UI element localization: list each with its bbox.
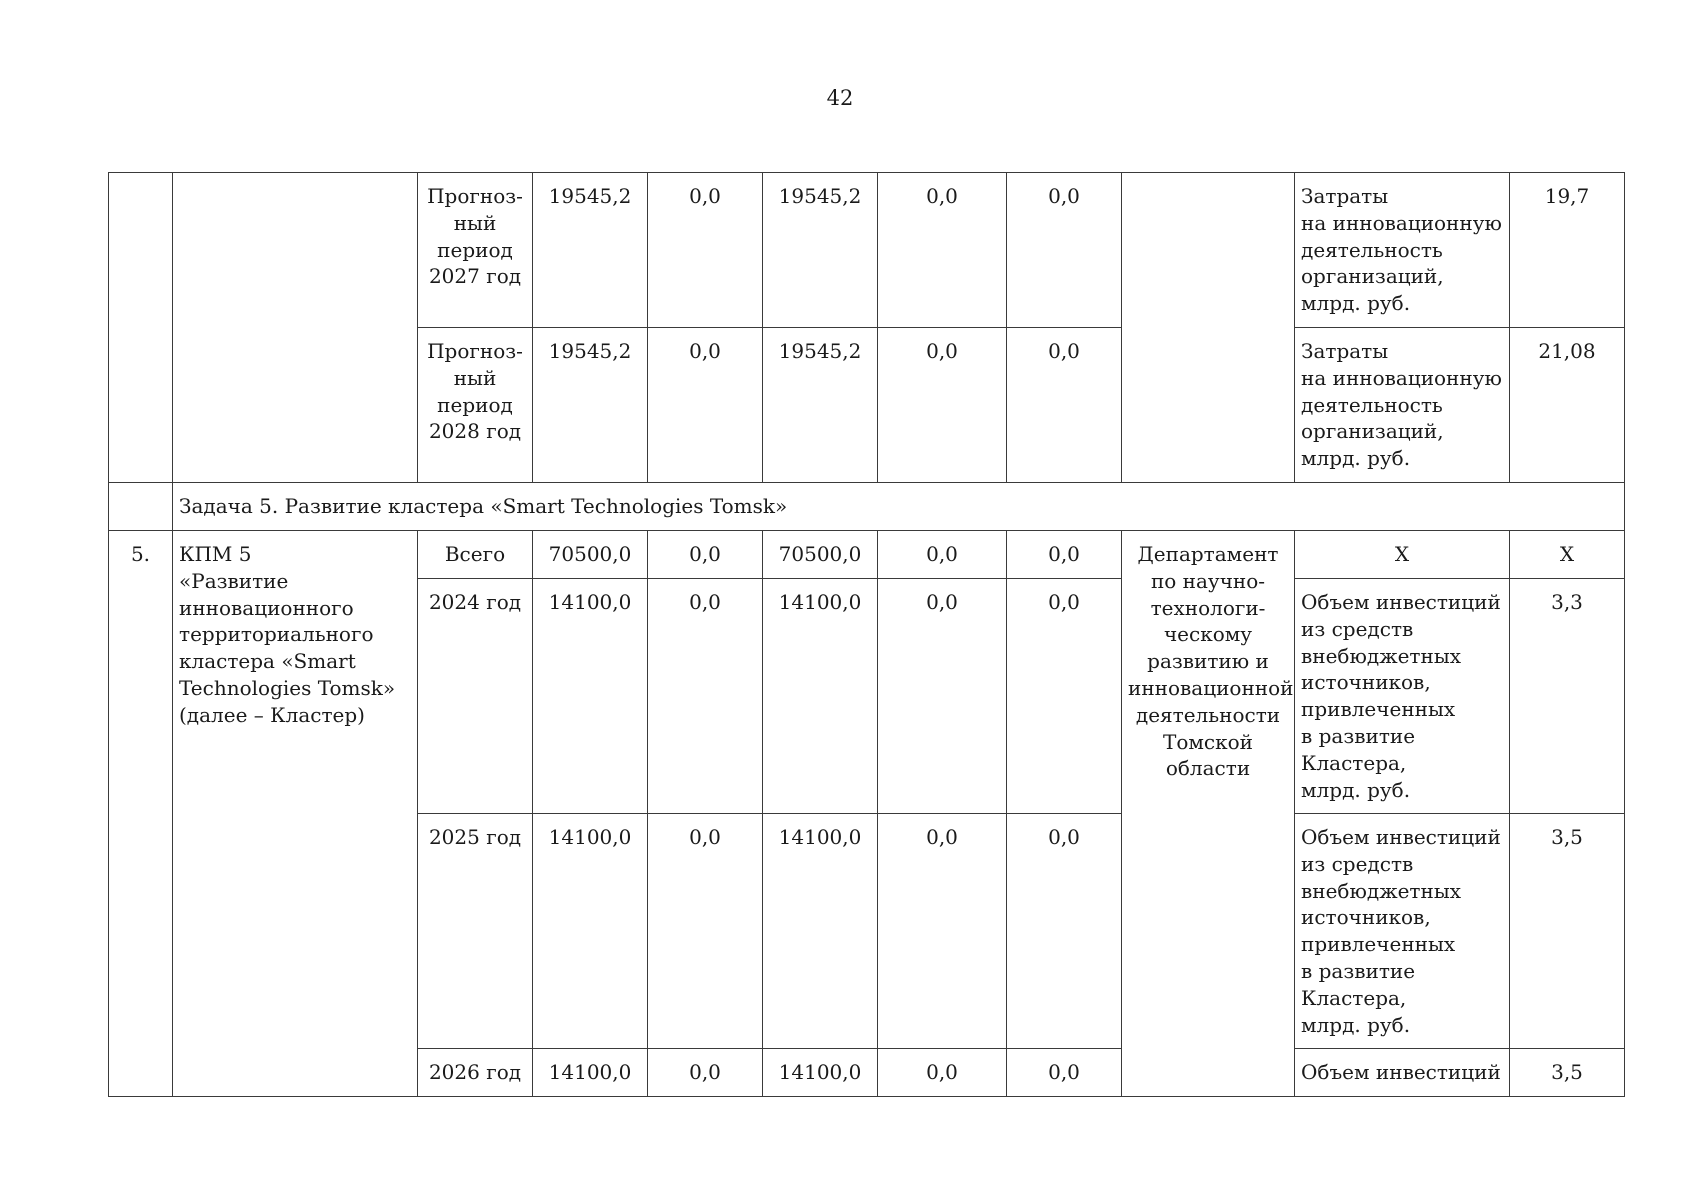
period-cell: Всего <box>418 531 533 579</box>
period-cell: Прогноз- ный период 2027 год <box>418 173 533 328</box>
period-cell: Прогноз- ный период 2028 год <box>418 328 533 483</box>
amount-cell: 0,0 <box>1007 814 1122 1049</box>
amount-cell: 0,0 <box>1007 328 1122 483</box>
amount-cell: 0,0 <box>648 173 763 328</box>
amount-cell: 0,0 <box>1007 1049 1122 1097</box>
total-cell: 14100,0 <box>533 579 648 814</box>
amount-cell: 0,0 <box>878 531 1007 579</box>
indicator-value-cell: 21,08 <box>1510 328 1625 483</box>
amount-cell: 19545,2 <box>763 328 878 483</box>
indicator-value-cell: 3,5 <box>1510 814 1625 1049</box>
total-cell: 19545,2 <box>533 173 648 328</box>
executor-cell: Департамент по научно- технологи- ческому развитию и инновационной деятельности Томской области <box>1122 531 1295 1097</box>
amount-cell: 14100,0 <box>763 1049 878 1097</box>
table-row <box>109 173 1625 328</box>
indicator-value-cell: 3,5 <box>1510 1049 1625 1097</box>
total-cell: 19545,2 <box>533 328 648 483</box>
amount-cell: 0,0 <box>878 814 1007 1049</box>
indicator-cell: Х <box>1295 531 1510 579</box>
indicator-value-cell: 3,3 <box>1510 579 1625 814</box>
period-cell: 2024 год <box>418 579 533 814</box>
empty-name-cell <box>173 173 418 483</box>
indicator-cell: Объем инвестиций <box>1295 1049 1510 1097</box>
amount-cell: 14100,0 <box>763 814 878 1049</box>
amount-cell: 0,0 <box>878 1049 1007 1097</box>
program-table <box>108 172 1625 1097</box>
amount-cell: 0,0 <box>878 579 1007 814</box>
indicator-cell: Затраты на инновационную деятельность организаций, млрд. руб. <box>1295 173 1510 328</box>
amount-cell: 0,0 <box>1007 579 1122 814</box>
indicator-cell: Объем инвестиций из средств внебюджетных источников, привлеченных в развитие Кластера, млрд. руб. <box>1295 814 1510 1049</box>
amount-cell: 0,0 <box>1007 531 1122 579</box>
empty-executor-cell <box>1122 173 1295 483</box>
table-row <box>109 531 1625 579</box>
amount-cell: 0,0 <box>878 173 1007 328</box>
amount-cell: 0,0 <box>878 328 1007 483</box>
amount-cell: 19545,2 <box>763 173 878 328</box>
period-cell: 2025 год <box>418 814 533 1049</box>
kpm-name-cell: КПМ 5 «Развитие инновационного территориального кластера «Smart Technologies Tomsk» (далее – Кластер) <box>173 531 418 1097</box>
task-title: Задача 5. Развитие кластера «Smart Technologies Tomsk» <box>173 483 1625 531</box>
indicator-value-cell: 19,7 <box>1510 173 1625 328</box>
kpm-number-cell: 5. <box>109 531 173 1097</box>
amount-cell: 0,0 <box>648 579 763 814</box>
total-cell: 14100,0 <box>533 814 648 1049</box>
indicator-cell: Объем инвестиций из средств внебюджетных источников, привлеченных в развитие Кластера, млрд. руб. <box>1295 579 1510 814</box>
amount-cell: 0,0 <box>1007 173 1122 328</box>
task-row <box>109 483 1625 531</box>
empty-number-cell <box>109 173 173 483</box>
amount-cell: 0,0 <box>648 328 763 483</box>
amount-cell: 0,0 <box>648 531 763 579</box>
period-cell: 2026 год <box>418 1049 533 1097</box>
indicator-value-cell: Х <box>1510 531 1625 579</box>
total-cell: 70500,0 <box>533 531 648 579</box>
amount-cell: 0,0 <box>648 1049 763 1097</box>
empty-number-cell <box>109 483 173 531</box>
amount-cell: 70500,0 <box>763 531 878 579</box>
amount-cell: 14100,0 <box>763 579 878 814</box>
indicator-cell: Затраты на инновационную деятельность организаций, млрд. руб. <box>1295 328 1510 483</box>
page-number: 42 <box>826 86 854 110</box>
amount-cell: 0,0 <box>648 814 763 1049</box>
total-cell: 14100,0 <box>533 1049 648 1097</box>
